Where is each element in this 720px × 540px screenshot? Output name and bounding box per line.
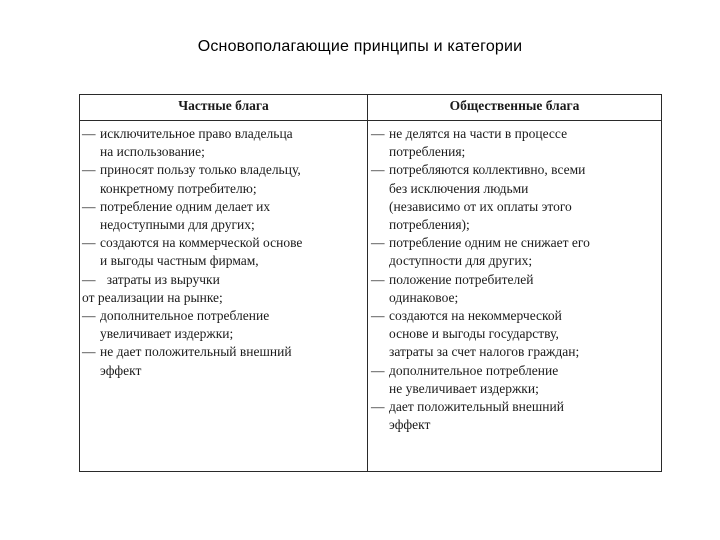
table-line: [371, 198, 659, 216]
table-line: [82, 180, 365, 198]
table-line: [82, 252, 365, 270]
line-text: затраты за счет налогов граждан;: [389, 344, 580, 360]
line-text: доступности для других;: [389, 253, 533, 269]
table-line: [82, 143, 365, 161]
line-text: и выгоды частным фирмам,: [100, 253, 259, 269]
column-divider: [367, 95, 368, 471]
line-text: не дает положительный внешний: [100, 344, 292, 360]
line-text: не увеличивает издержки;: [389, 380, 539, 396]
bullet-dash: —: [371, 271, 385, 287]
bullet-dash: —: [82, 198, 96, 214]
table-line: [371, 143, 659, 161]
bullet-dash: —: [82, 162, 96, 178]
table-line: [371, 125, 659, 143]
bullet-dash: —: [82, 344, 96, 360]
public-goods-column: [371, 125, 659, 434]
table-line: [371, 271, 659, 289]
table-line: [371, 343, 659, 361]
header-private-goods: Частные блага: [178, 98, 269, 113]
line-text: потребления);: [389, 217, 470, 233]
table-line: [371, 289, 659, 307]
bullet-dash: —: [371, 235, 385, 251]
table-line: [371, 380, 659, 398]
table-line: [82, 198, 365, 216]
line-text: дает положительный внешний: [389, 399, 564, 415]
line-text: потребляются коллективно, всеми: [389, 162, 586, 178]
line-text: от реализации на рынке;: [82, 289, 223, 305]
slide-title: Основополагающие принципы и категории: [197, 38, 523, 55]
table-line: [371, 180, 659, 198]
line-text: затраты из выручки: [100, 271, 220, 287]
table-line: [82, 362, 365, 380]
header-public-goods: Общественные блага: [449, 98, 580, 113]
table-line: [371, 307, 659, 325]
bullet-dash: —: [371, 162, 385, 178]
table-line: [82, 216, 365, 234]
line-text: без исключения людьми: [389, 180, 529, 196]
bullet-dash: —: [371, 362, 385, 378]
table-line: [82, 289, 365, 307]
line-text: потребление одним не снижает его: [389, 235, 590, 251]
bullet-dash: —: [82, 235, 96, 251]
table-line: [82, 307, 365, 325]
line-text: основе и выгоды государству,: [389, 326, 559, 342]
line-text: на использование;: [100, 144, 205, 160]
line-text: увеличивает издержки;: [100, 326, 234, 342]
line-text: эффект: [100, 362, 142, 378]
bullet-dash: —: [82, 126, 96, 141]
line-text: положение потребителей: [389, 271, 534, 287]
line-text: потребления;: [389, 144, 466, 160]
header-divider: [80, 120, 661, 121]
line-text: создаются на коммерческой основе: [100, 235, 303, 251]
line-text: не делятся на части в процессе: [389, 126, 568, 141]
table-line: [82, 271, 365, 289]
line-text: создаются на некоммерческой: [389, 308, 562, 324]
table-line: [82, 325, 365, 343]
table-line: [82, 125, 365, 143]
bullet-dash: —: [371, 126, 385, 141]
line-text: приносят пользу только владельцу,: [100, 162, 301, 178]
line-text: (независимо от их оплаты этого: [389, 198, 572, 214]
line-text: конкретному потребителю;: [100, 180, 257, 196]
table-line: [371, 416, 659, 434]
table-line: [371, 216, 659, 234]
table-line: [82, 343, 365, 361]
table-line: [371, 234, 659, 252]
line-text: потребление одним делает их: [100, 198, 271, 214]
table-line: [371, 252, 659, 270]
private-goods-column: [82, 125, 365, 380]
table-line: [82, 161, 365, 179]
line-text: одинаковое;: [389, 289, 459, 305]
line-text: исключительное право владельца: [100, 126, 293, 141]
bullet-dash: —: [371, 308, 385, 324]
line-text: недоступными для других;: [100, 217, 255, 233]
comparison-table: [79, 94, 662, 472]
table-line: [371, 161, 659, 179]
table-line: [371, 362, 659, 380]
table-line: [371, 398, 659, 416]
line-text: дополнительное потребление: [100, 308, 270, 324]
bullet-dash: —: [82, 271, 96, 287]
bullet-dash: —: [82, 308, 96, 324]
line-text: эффект: [389, 417, 431, 433]
table-line: [82, 234, 365, 252]
table-line: [371, 325, 659, 343]
bullet-dash: —: [371, 399, 385, 415]
line-text: дополнительное потребление: [389, 362, 559, 378]
